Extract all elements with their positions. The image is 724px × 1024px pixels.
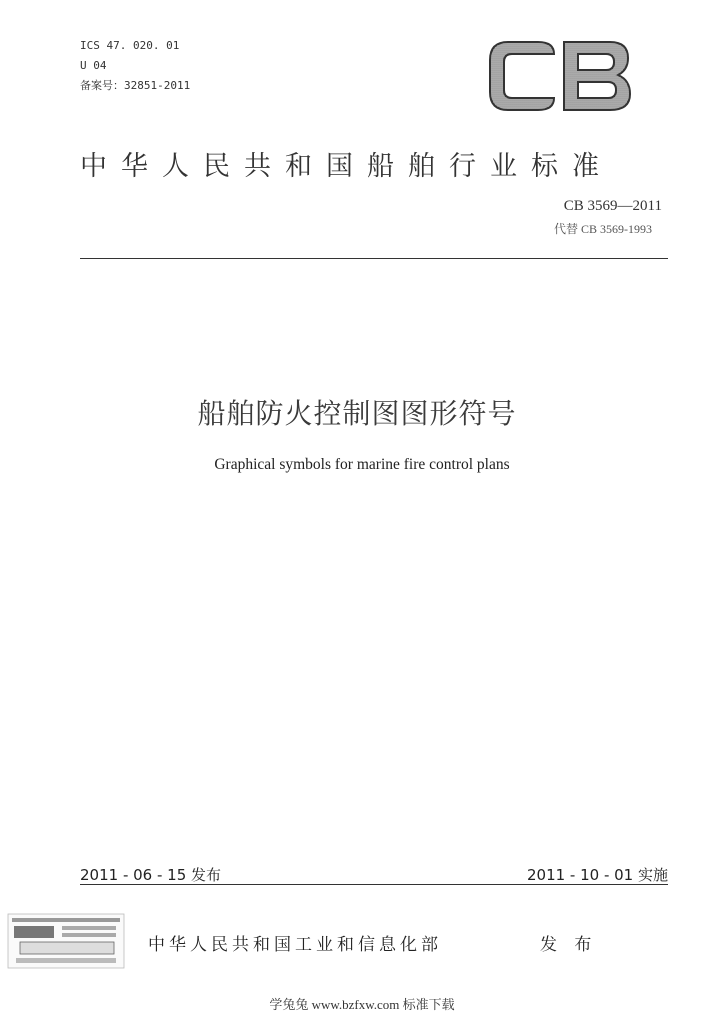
standard-category: 中华人民共和国船舶行业标准 — [80, 151, 613, 182]
document-title: 船舶防火控制图图形符号 — [197, 397, 517, 430]
replaces-note: 代替 CB 3569-1993 — [553, 222, 652, 236]
issue-label: 发 布 — [540, 935, 598, 955]
cb-logo — [488, 40, 632, 112]
classification-block — [80, 36, 190, 96]
issuing-authority: 中华人民共和国工业和信息化部 — [148, 935, 442, 955]
standard-code: CB 3569—2011 — [563, 198, 662, 214]
record-number: 备案号：32851-2011 — [80, 79, 191, 92]
anti-counterfeit-stamp — [6, 912, 126, 970]
implementation-date: 2011 - 10 - 01 实施 — [526, 866, 668, 884]
document-subtitle: Graphical symbols for marine fire control plans — [214, 456, 510, 473]
ics-code: ICS 47. 020. 01 — [80, 39, 180, 52]
ccs-code: U 04 — [80, 59, 107, 72]
issue-date: 2011 - 06 - 15 发布 — [80, 866, 222, 884]
download-watermark: 学兔兔 www.bzfxw.com 标准下载 — [269, 997, 455, 1012]
header-divider — [80, 258, 668, 259]
footer-divider — [80, 884, 668, 885]
